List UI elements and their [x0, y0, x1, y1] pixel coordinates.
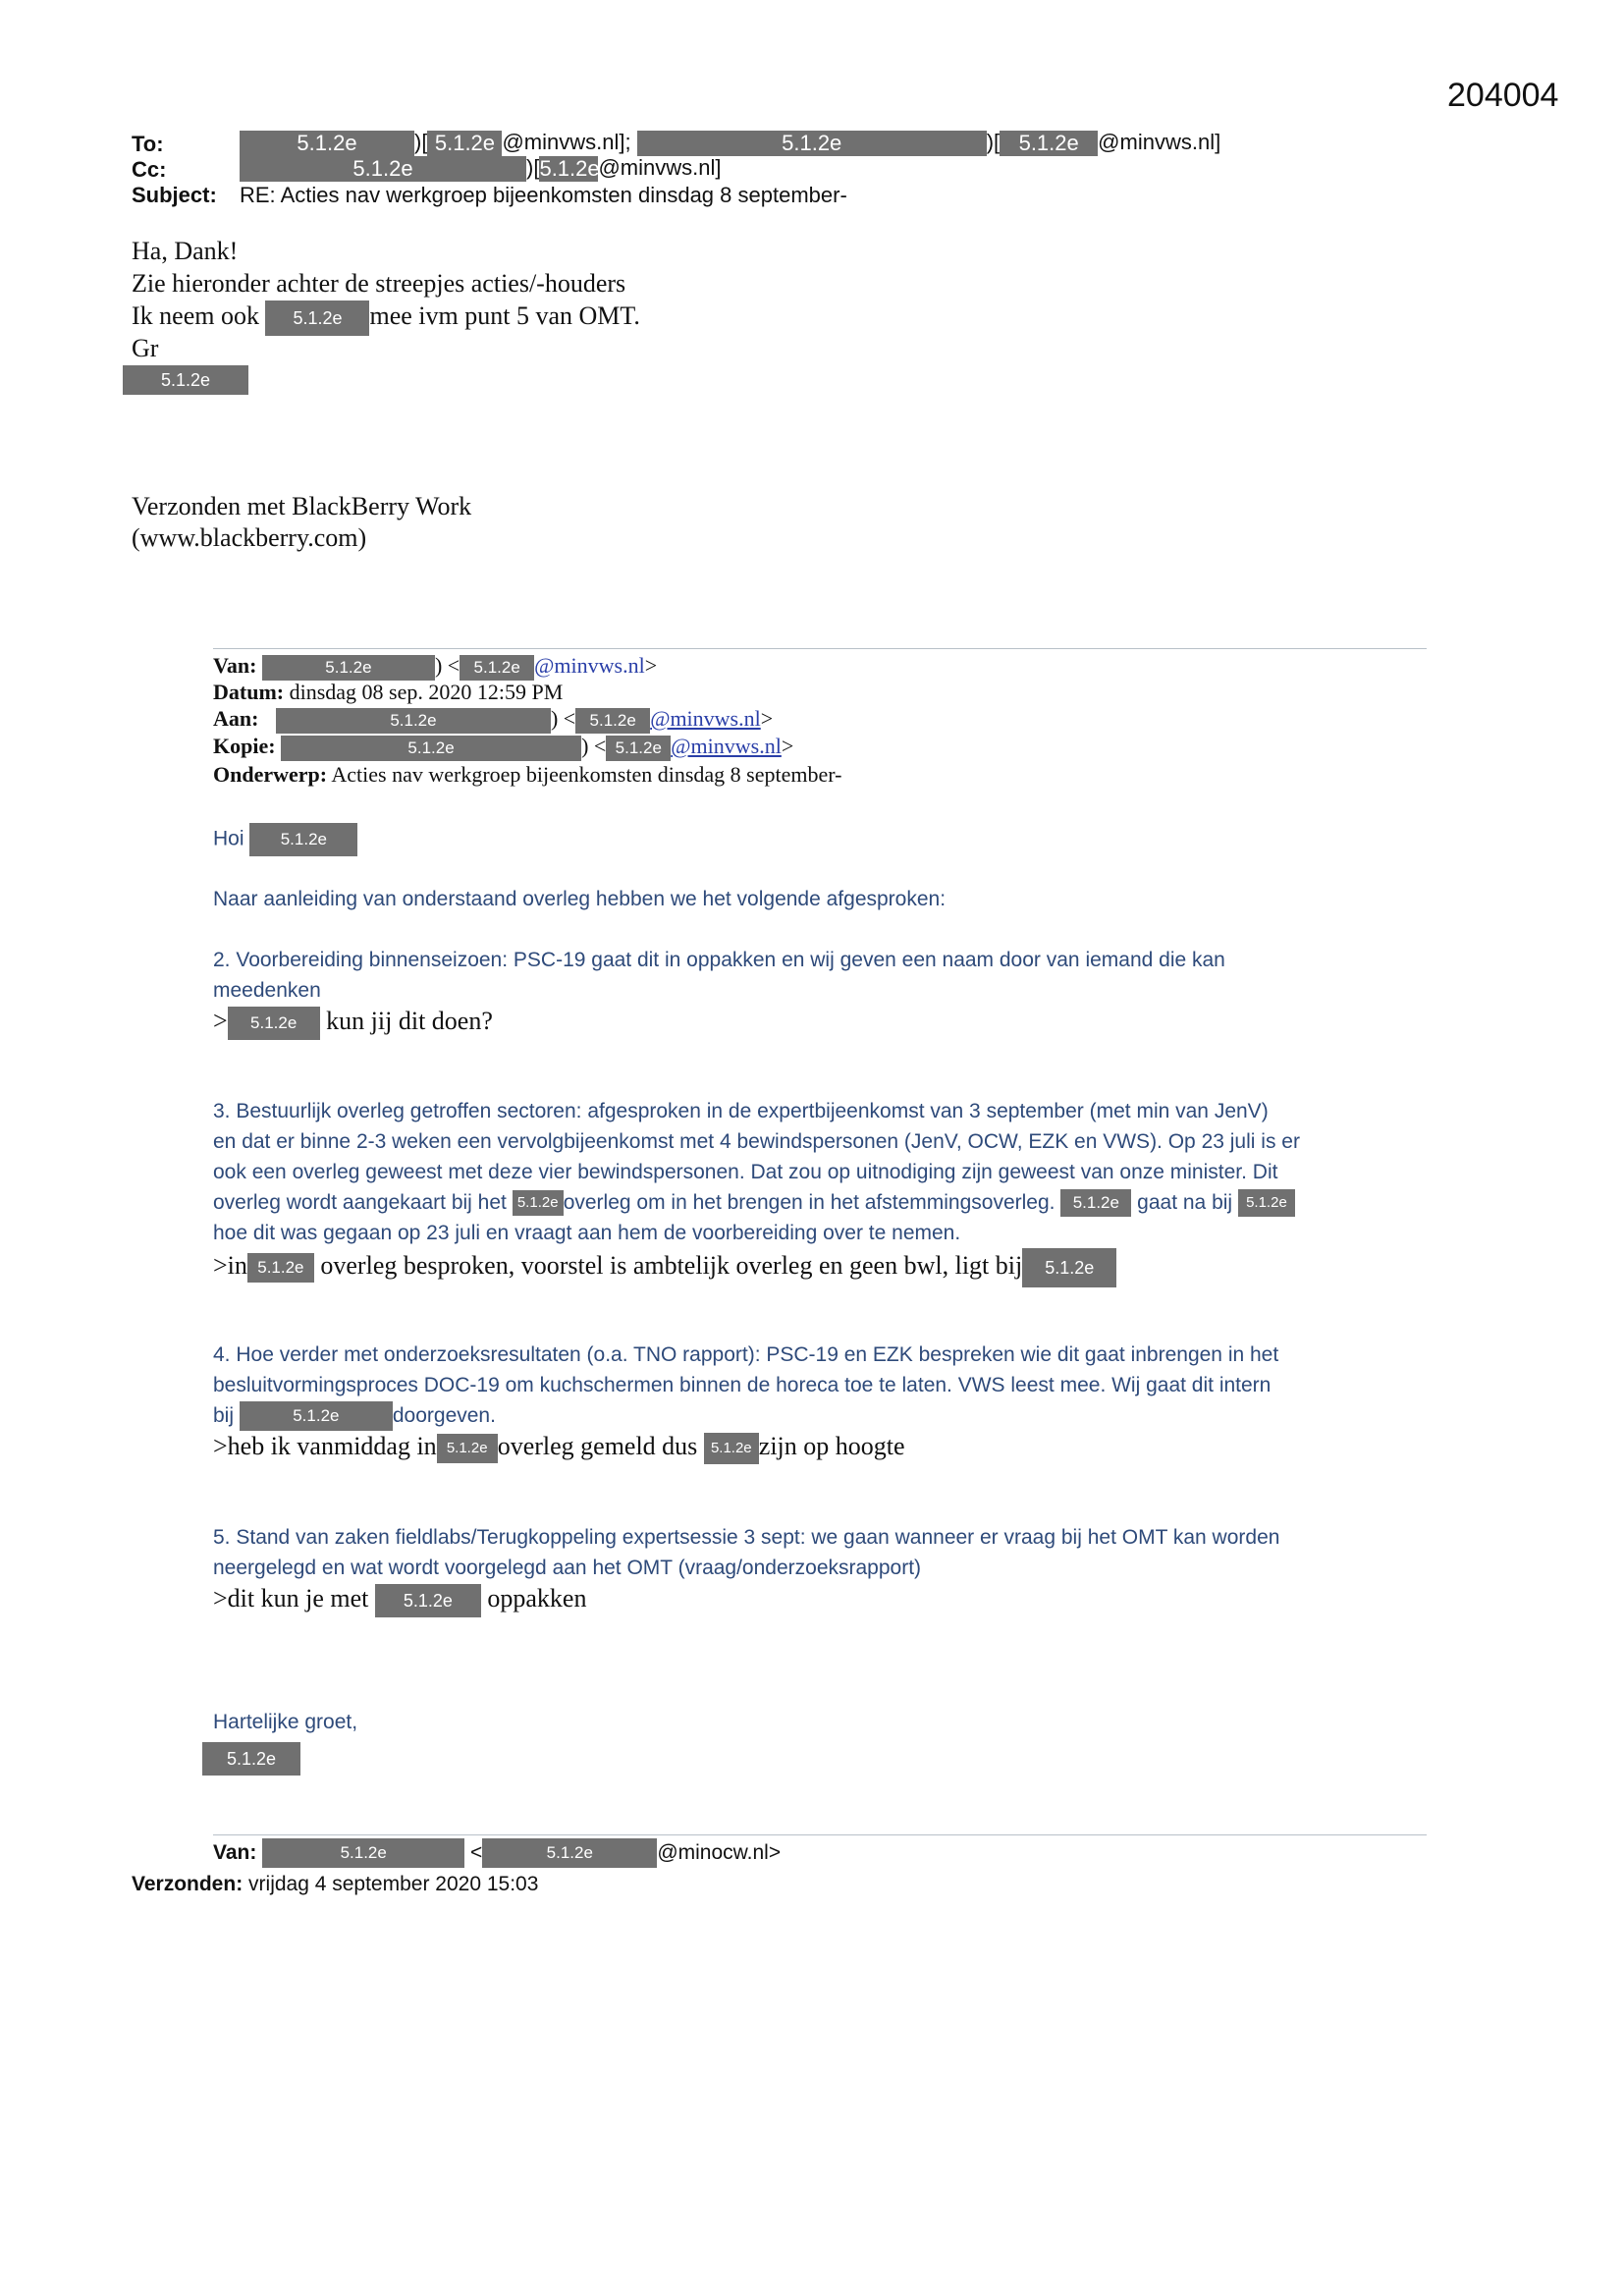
redaction-box: 5.1.2e [1000, 131, 1098, 156]
point-2-line-1: 2. Voorbereiding binnenseizoen: PSC-19 gaat dit in oppakken en wij geven een naam door van iemand die kan [213, 949, 1225, 971]
answer-4: >heb ik vanmiddag in 5.1.2e overleg gemeld dus 5.1.2e zijn op hoogte [213, 1431, 905, 1464]
point-2-line-2: meedenken [213, 979, 321, 1002]
redaction-box: 5.1.2e [637, 131, 987, 156]
redaction-box: 5.1.2e [575, 708, 650, 734]
point-4-line-3: bij 5.1.2e doorgeven. [213, 1400, 496, 1431]
answer-3: >in 5.1.2e overleg besproken, voorstel is ambtelijk overleg en geen bwl, ligt bij 5.1.2e [213, 1248, 1116, 1287]
reply-line-1: Ha, Dank! [132, 237, 239, 265]
quoted-onderwerp: Onderwerp: Acties nav werkgroep bijeenkomsten dinsdag 8 september- [213, 762, 842, 787]
redaction-box: 5.1.2e [1060, 1189, 1131, 1217]
redaction-box: 5.1.2e [123, 365, 248, 395]
quoted-aan: Aan: 5.1.2e ) < 5.1.2e @minvws.nl> [213, 705, 773, 734]
redaction-box: 5.1.2e [202, 1742, 300, 1776]
redaction-box: 5.1.2e [1022, 1248, 1116, 1287]
redaction-box: 5.1.2e [437, 1434, 498, 1463]
forwarded-verzonden: Verzonden: vrijdag 4 september 2020 15:03 [132, 1873, 539, 1895]
point-3-line-2: en dat er binne 2-3 weken een vervolgbijeenkomst met 4 bewindspersonen (JenV, OCW, EZK en VWS). Op 23 juli is er [213, 1130, 1300, 1153]
redaction-box: 5.1.2e [240, 131, 414, 156]
redaction-box: 5.1.2e [262, 655, 435, 681]
redaction-box: 5.1.2e [427, 131, 502, 156]
to-domain-1: @minvws.nl]; [502, 130, 631, 154]
point-4-line-2: besluitvormingsproces DOC-19 om kuchschermen binnen de horeca toe te laten. VWS leest mee. Wij gaat dit intern [213, 1374, 1272, 1396]
point-3-line-3: ook een overleg geweest met deze vier bewindspersonen. Dat zou op uitnodiging zijn geweest van onze minister. Dit [213, 1161, 1278, 1183]
to-line: 5.1.2e )[ 5.1.2e @minvws.nl]; 5.1.2e )[ 5.1.2e @minvws.nl] [240, 130, 1220, 156]
quoted-datum: Datum: dinsdag 08 sep. 2020 12:59 PM [213, 680, 564, 704]
answer-2: > 5.1.2e kun jij dit doen? [213, 1006, 493, 1040]
cc-domain: @minvws.nl] [598, 155, 722, 180]
cc-line: 5.1.2e )[5.1.2e@minvws.nl] [240, 155, 721, 182]
intro: Naar aanleiding van onderstaand overleg hebben we het volgende afgesproken: [213, 888, 947, 910]
closing: Hartelijke groet, [213, 1711, 358, 1733]
greeting: Hoi 5.1.2e [213, 823, 357, 856]
separator-line [213, 648, 1427, 649]
redaction-box: 5.1.2e [247, 1253, 314, 1283]
reply-line-2: Zie hieronder achter de streepjes acties/-houders [132, 269, 626, 298]
redaction-box: 5.1.2e [265, 301, 369, 336]
to-label: To: [132, 132, 164, 156]
point-5-line-1: 5. Stand van zaken fieldlabs/Terugkoppeling expertsessie 3 sept: we gaan wanneer er vraag bij het OMT kan worden [213, 1526, 1280, 1549]
point-3-line-1: 3. Bestuurlijk overleg getroffen sectoren: afgesproken in de expertbijeenkomst van 3 september (met min van JenV) [213, 1100, 1269, 1122]
quoted-kopie: Kopie: 5.1.2e ) < 5.1.2e @minvws.nl> [213, 733, 793, 761]
answer-5: >dit kun je met 5.1.2e oppakken [213, 1583, 586, 1617]
redaction-box: 5.1.2e [460, 655, 534, 681]
redaction-box: 5.1.2e [704, 1433, 759, 1464]
sent-with-line-1: Verzonden met BlackBerry Work [132, 492, 472, 520]
signature-redaction [123, 365, 248, 395]
reply-line-4: Gr [132, 334, 159, 362]
point-3-line-5: hoe dit was gegaan op 23 juli en vraagt aan hem de voorbereiding over te nemen. [213, 1222, 961, 1244]
quoted-van: Van: 5.1.2e ) < 5.1.2e @minvws.nl> [213, 652, 657, 681]
redaction-box: 5.1.2e [228, 1007, 320, 1040]
point-4-line-1: 4. Hoe verder met onderzoeksresultaten (o.a. TNO rapport): PSC-19 en EZK bespreken wie dit gaat inbrengen in het [213, 1343, 1279, 1366]
redaction-box: 5.1.2e [262, 1838, 464, 1868]
redaction-box: 5.1.2e [276, 708, 551, 734]
separator-line [213, 1834, 1427, 1835]
reply-line-3: Ik neem ook 5.1.2e mee ivm punt 5 van OMT. [132, 301, 640, 336]
point-3-line-4: overleg wordt aangekaart bij het 5.1.2e overleg om in het brengen in het afstemmingsoverleg. 5.1.2e gaat na bij 5.1.2e [213, 1187, 1295, 1218]
redaction-box: 5.1.2e [513, 1190, 564, 1216]
redaction-box: 5.1.2e [539, 156, 600, 182]
point-5-line-2: neergelegd en wat wordt voorgelegd aan het OMT (vraag/onderzoeksrapport) [213, 1557, 922, 1579]
redaction-box: 5.1.2e [240, 156, 526, 182]
to-domain-2: @minvws.nl] [1098, 130, 1221, 154]
subject-label: Subject: [132, 183, 217, 207]
redaction-box: 5.1.2e [281, 736, 581, 761]
forwarded-van: Van: 5.1.2e < 5.1.2e @minocw.nl> [213, 1838, 781, 1868]
redaction-box: 5.1.2e [1238, 1189, 1295, 1217]
redaction-box: 5.1.2e [606, 736, 671, 761]
cc-label: Cc: [132, 157, 167, 182]
closing-signature-redaction [202, 1742, 300, 1776]
redaction-box: 5.1.2e [249, 823, 357, 856]
subject: RE: Acties nav werkgroep bijeenkomsten dinsdag 8 september- [240, 183, 847, 207]
aan-email-link[interactable]: @minvws.nl [650, 706, 761, 731]
kopie-email-link[interactable]: @minvws.nl [671, 734, 782, 758]
redaction-box: 5.1.2e [375, 1584, 481, 1617]
document-number: 204004 [1447, 77, 1559, 114]
redaction-box: 5.1.2e [240, 1401, 393, 1431]
redaction-box: 5.1.2e [482, 1838, 657, 1868]
sent-with-line-2: (www.blackberry.com) [132, 523, 367, 552]
